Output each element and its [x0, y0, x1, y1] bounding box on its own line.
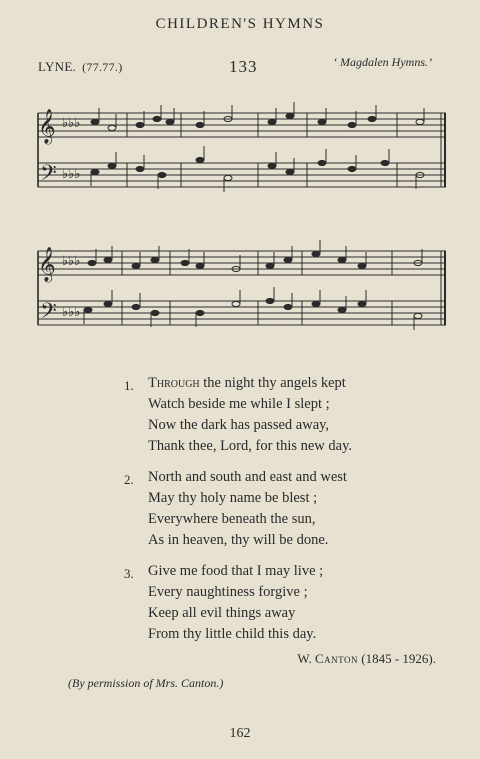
stanza-line: [148, 373, 346, 394]
bass-staff: [38, 301, 446, 325]
stanza-1: [124, 373, 444, 463]
stanza-line: Every naughtiness forgive ;: [148, 584, 308, 600]
treble-clef-icon: 𝄞: [38, 247, 56, 282]
stanza-3: [124, 561, 444, 651]
stanza-line: Thank thee, Lord, for this new day.: [148, 438, 353, 454]
stanza-2: [124, 467, 444, 557]
barlines: [38, 113, 445, 187]
stanza-line: Now the dark has passed away,: [148, 417, 330, 433]
stanza-line: May thy holy name be blest ;: [148, 490, 318, 506]
tune-meter: (77.77.): [82, 60, 123, 74]
page-number: 162: [229, 726, 251, 741]
music-score-system-1: [0, 100, 480, 200]
stanza-line: Watch beside me while I slept ;: [148, 396, 330, 412]
tune-heading: [38, 59, 123, 75]
stanza-line-rest: the night thy angels kept: [199, 375, 346, 391]
barlines: [38, 251, 445, 325]
author-dates: (1845 - 1926).: [361, 651, 436, 666]
key-signature-icon: ♭♭♭: [62, 116, 81, 131]
stanza-line: North and south and east and west: [148, 469, 347, 485]
permission-note: (By permission of Mrs. Canton.): [68, 676, 224, 690]
stanza-line: Give me food that I may live ;: [148, 563, 324, 579]
bass-clef-icon: 𝄢: [40, 299, 57, 329]
stanza-line: Keep all evil things away: [148, 605, 296, 621]
tune-source: ‘ Magdalen Hymns.’: [333, 55, 432, 69]
notes: [84, 240, 422, 330]
hymn-number: 133: [229, 57, 258, 76]
treble-staff: [38, 251, 446, 275]
stanza-number: 2.: [124, 472, 134, 487]
tune-name: LYNE.: [38, 59, 77, 74]
music-score-system-2: [0, 238, 480, 338]
book-title: CHILDREN'S HYMNS: [155, 16, 325, 32]
stanza-first-word: Through: [148, 375, 200, 391]
author-name: Canton: [314, 651, 358, 666]
treble-clef-icon: 𝄞: [38, 109, 56, 144]
key-signature-bass-icon: ♭♭♭: [62, 305, 81, 320]
author-initial: W.: [297, 651, 312, 666]
key-signature-bass-icon: ♭♭♭: [62, 167, 81, 182]
key-signature-icon: ♭♭♭: [62, 254, 81, 269]
bass-staff: [38, 163, 446, 187]
stanza-line: From thy little child this day.: [148, 626, 317, 642]
stanza-number: 3.: [124, 566, 134, 581]
author-credit: [297, 651, 436, 667]
stanza-line: Everywhere beneath the sun,: [148, 511, 316, 527]
stanza-number: 1.: [124, 378, 134, 393]
bass-clef-icon: 𝄢: [40, 161, 57, 191]
stanza-line: As in heaven, thy will be done.: [148, 532, 329, 548]
